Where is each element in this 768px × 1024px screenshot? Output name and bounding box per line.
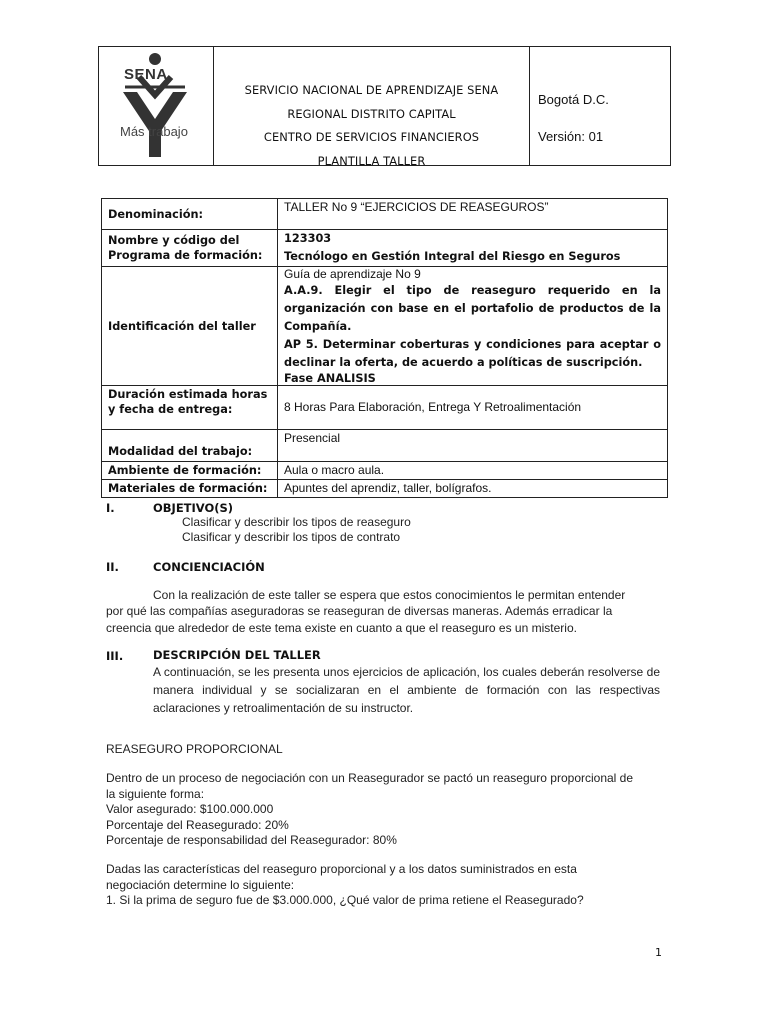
version-text: Versión: 01	[538, 129, 604, 144]
logo-cell	[99, 47, 214, 165]
section-2-line: Con la realización de este taller se espera que estos conocimientos le permitan entender	[153, 588, 626, 602]
sena-logo-text: SENA	[124, 66, 168, 83]
reaseguro-line: Porcentaje del Reasegurado: 20%	[106, 817, 289, 832]
ambiente-label: Ambiente de formación:	[102, 462, 278, 480]
reaseguro-questions	[106, 862, 584, 909]
section-2-number: II.	[106, 560, 119, 574]
section-2-line: por qué las compañías aseguradoras se reaseguran de diversas maneras. Además erradicar la	[106, 604, 613, 618]
guia-text: Guía de aprendizaje No 9	[284, 267, 421, 281]
programa-label: Nombre y código del Programa de formación:	[102, 230, 278, 267]
section-1-item: Clasificar y describir los tipos de contrato	[182, 530, 401, 544]
reaseguro-line: Valor asegurado: $100.000.000	[106, 802, 274, 816]
identificacion-label: Identificación del taller	[102, 267, 278, 386]
org-line-1: SERVICIO NACIONAL DE APRENDIZAJE SENA	[244, 83, 499, 97]
programa-value	[278, 230, 668, 267]
materiales-label: Materiales de formación:	[102, 480, 278, 498]
document-header	[98, 46, 671, 166]
reaseguro-conditions	[106, 771, 633, 849]
aa9-text: A.A.9. Elegir el tipo de reaseguro requerido en la organización con base en el portafolio de productos de la Compañía.	[284, 284, 661, 333]
org-line-3: CENTRO DE SERVICIOS FINANCIEROS	[263, 130, 480, 144]
duracion-value: 8 Horas Para Elaboración, Entrega Y Retroalimentación	[278, 386, 668, 430]
page-number: 1	[655, 946, 662, 959]
section-1-item: Clasificar y describir los tipos de reaseguro	[182, 515, 411, 529]
sena-logo-icon	[99, 47, 214, 167]
reaseguro-line: negociación determine lo siguiente:	[106, 877, 295, 892]
section-2-line: creencia que alrededor de este tema existe en cuanto a que el reaseguro es un misterio.	[106, 621, 577, 635]
ambiente-value: Aula o macro aula.	[278, 462, 668, 480]
logo-tagline: Más trabajo	[120, 124, 188, 139]
table-row	[102, 199, 668, 230]
identificacion-value	[278, 267, 668, 386]
section-1-title: OBJETIVO(S)	[153, 501, 234, 515]
table-row	[102, 386, 668, 430]
workshop-info-table	[101, 198, 668, 498]
table-row	[102, 480, 668, 498]
table-row	[102, 230, 668, 267]
organization-block	[214, 47, 530, 168]
duracion-label: Duración estimada horas y fecha de entrega:	[102, 386, 278, 430]
reaseguro-line: Dadas las características del reaseguro proporcional y a los datos suministrados en esta	[106, 862, 577, 876]
section-2-title: CONCIENCIACIÓN	[153, 560, 265, 574]
modalidad-label: Modalidad del trabajo:	[102, 430, 278, 462]
location-version-cell	[530, 47, 670, 165]
section-3-text: A continuación, se les presenta unos ejercicios de aplicación, los cuales deberán resolverse de manera individual y se socializaran en el ambiente de formación con las respectivas aclaraciones y retroalimentación de su instructor.	[153, 665, 660, 715]
denominacion-label: Denominación:	[102, 199, 278, 230]
reaseguro-line: Porcentaje de responsabilidad del Reasegurador: 80%	[106, 833, 397, 847]
denominacion-value: TALLER No 9 “EJERCICIOS DE REASEGUROS”	[278, 199, 668, 230]
ap5-text: AP 5. Determinar coberturas y condiciones para aceptar o declinar la oferta, de acuerdo a políticas de suscripción.	[284, 338, 661, 369]
modalidad-value: Presencial	[278, 430, 668, 462]
reaseguro-line: la siguiente forma:	[106, 786, 205, 801]
table-row	[102, 462, 668, 480]
city-text: Bogotá D.C.	[538, 92, 609, 107]
org-line-2: REGIONAL DISTRITO CAPITAL	[287, 106, 456, 121]
programa-code: 123303	[284, 232, 332, 245]
reaseguro-line: 1. Si la prima de seguro fue de $3.000.000, ¿Qué valor de prima retiene el Reasegurado?	[106, 893, 584, 907]
reaseguro-line: Dentro de un proceso de negociación con un Reasegurador se pactó un reaseguro proporcional de	[106, 771, 634, 785]
org-line-4: PLANTILLA TALLER	[317, 153, 426, 168]
section-3-title: DESCRIPCIÓN DEL TALLER	[153, 648, 321, 662]
reaseguro-title: REASEGURO PROPORCIONAL	[106, 742, 283, 756]
section-3-number: III.	[106, 649, 124, 663]
materiales-value: Apuntes del aprendiz, taller, bolígrafos.	[278, 480, 668, 498]
table-row	[102, 267, 668, 386]
fase-text: Fase ANALISIS	[284, 372, 376, 385]
section-1-number: I.	[106, 501, 115, 515]
table-row	[102, 430, 668, 462]
programa-name: Tecnólogo en Gestión Integral del Riesgo en Seguros	[284, 250, 621, 263]
